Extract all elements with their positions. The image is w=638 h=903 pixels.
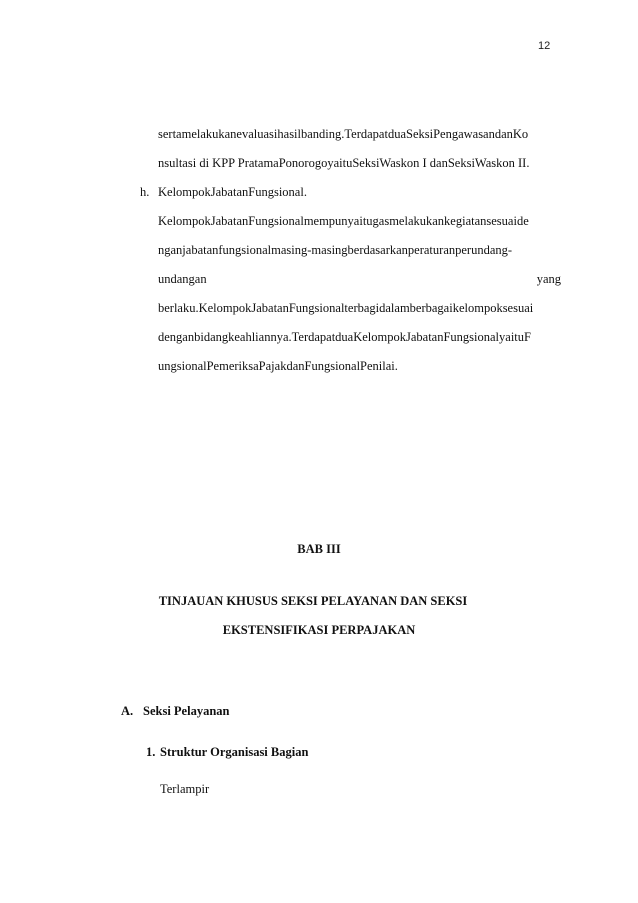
text-line: nganjabatanfungsionalmasing-masingberdasarkanperaturanperundang- (158, 243, 513, 257)
text-line: KelompokJabatanFungsionalmempunyaitugasmelakukankegiatansesuaide (158, 214, 529, 228)
subsection-title: Struktur Organisasi Bagian (160, 745, 309, 759)
word: undangan (158, 272, 207, 286)
subsection-body: Terlampir (160, 782, 210, 796)
list-marker: h. (140, 185, 150, 199)
text-line: denganbidangkeahliannya.TerdapatduaKelompokJabatanFungsionalyaituF (158, 330, 531, 344)
subsection-marker: 1. (146, 745, 156, 759)
list-item-title: KelompokJabatanFungsional. (158, 185, 307, 199)
word: yang (536, 272, 561, 286)
section-marker: A. (121, 704, 134, 718)
chapter-title-line2: EKSTENSIFIKASI PERPAJAKAN (222, 623, 416, 637)
chapter-title-line1: TINJAUAN KHUSUS SEKSI PELAYANAN DAN SEKSI (158, 594, 468, 608)
text-line: ungsionalPemeriksaPajakdanFungsionalPenilai. (158, 359, 398, 373)
text-line: berlaku.KelompokJabatanFungsionalterbagidalamberbagaikelompoksesuai (158, 301, 534, 315)
text-line: nsultasi di KPP PratamaPonorogoyaituSeksiWaskon I danSeksiWaskon II. (158, 156, 530, 170)
section-title: Seksi Pelayanan (143, 704, 230, 718)
chapter-label: BAB III (297, 542, 341, 556)
text-line: sertamelakukanevaluasihasilbanding.TerdapatduaSeksiPengawasandanKo (158, 127, 529, 141)
justified-line (158, 271, 561, 287)
page-number: 12 (538, 40, 551, 52)
